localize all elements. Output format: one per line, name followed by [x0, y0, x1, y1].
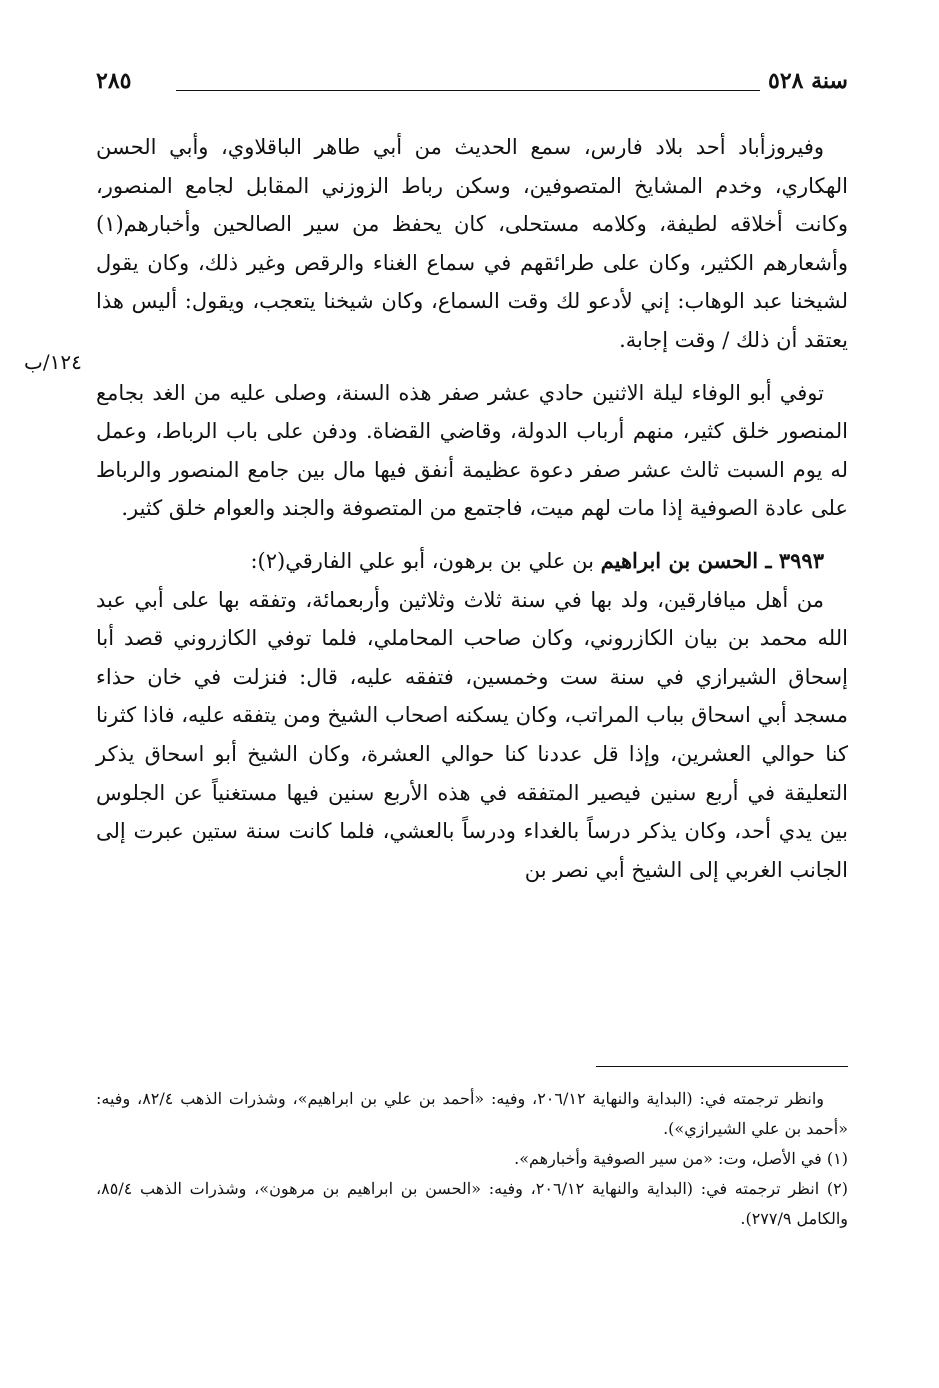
entry-name-rest: بن علي بن برهون، أبو علي الفارقي(٢):	[250, 548, 594, 573]
main-text	[96, 128, 848, 889]
entry-paragraph: من أهل ميافارقين، ولد بها في سنة ثلاث وثلاثين وأربعمائة، وتفقه بها على أبي عبد الله محمد بن بيان الكازروني، وكان صاحب المحاملي، فلما توفي الكازروني قصد أبا إسحاق الشيرازي في سنة ست وخمسين، فتفقه عليه، قال: فنزلت في خان حذاء مسجد أبي اسحاق بباب المراتب، وكان يسكنه اصحاب الشيخ ومن يتفقه عليه، فاذا كثرنا كنا حوالي العشرين، وإذا قل عددنا كنا حوالي العشرة، وكان الشيخ أبو اسحاق يذكر التعليقة في أربع سنين فيصير المتفقه في هذه الأربع سنين فيها مستغنياً عن الجلوس بين يدي أحد، وكان يذكر درساً بالغداء ودرساً بالعشي، فلما كانت سنة ستين عبرت إلى الجانب الغربي إلى الشيخ أبي نصر بن	[96, 587, 848, 882]
paragraph-1: وفيروزأباد أحد بلاد فارس، سمع الحديث من أبي طاهر الباقلاوي، وأبي الحسن الهكاري، وخدم المشايخ المتصوفين، وسكن رباط الزوزني المقابل لجامع المنصور، وكانت أخلاقه لطيفة، وكلامه مستحلى، كان يحفظ من سير الصالحين وأخبارهم(١) وأشعارهم الكثير، وكان على طرائقهم في سماع الغناء والرقص وغير ذلك، وكان يقول لشيخنا عبد الوهاب: إني لأدعو لك وقت السماع، وكان شيخنا يتعجب، ويقول: أليس هذا يعتقد أن ذلك / وقت إجابة.	[96, 135, 848, 352]
manuscript-folio-note: ١٢٤/ب	[24, 350, 82, 374]
footnotes	[96, 1084, 848, 1234]
header-rule	[176, 90, 760, 91]
running-head-year: سنة ٥٢٨	[768, 68, 848, 94]
footnote-separator	[596, 1066, 848, 1067]
page-number: ٢٨٥	[96, 68, 132, 94]
footnote-1: (١) في الأصل، وت: «من سير الصوفية وأخبارهم».	[514, 1149, 848, 1168]
page-header	[96, 66, 848, 100]
biography-entry-heading	[96, 542, 848, 581]
footnote-continuation: وانظر ترجمته في: (البداية والنهاية ٢٠٦/١٢، وفيه: «أحمد بن علي بن ابراهيم»، وشذرات الذهب ٨٢/٤، وفيه: «أحمد بن علي الشيرازي»).	[96, 1089, 848, 1138]
footnote-2: (٢) انظر ترجمته في: (البداية والنهاية ٢٠٦/١٢، وفيه: «الحسن بن ابراهيم بن مرهون»، وشذرات الذهب ٨٥/٤، والكامل ٢٧٧/٩).	[96, 1179, 849, 1228]
paragraph-2: توفي أبو الوفاء ليلة الاثنين حادي عشر صفر هذه السنة، وصلى عليه من الغد بجامع المنصور خلق كثير، منهم أرباب الدولة، وقاضي القضاة. ودفن على باب الرباط، وعمل له يوم السبت ثالث عشر صفر دعوة عظيمة أنفق فيها مال بين جامع المنصور والرباط على عادة الصوفية إذا مات لهم ميت، فاجتمع من المتصوفة والجند والعوام خلق كثير.	[96, 380, 848, 521]
entry-number-name: ٣٩٩٣ ـ الحسن بن ابراهيم	[600, 547, 824, 573]
